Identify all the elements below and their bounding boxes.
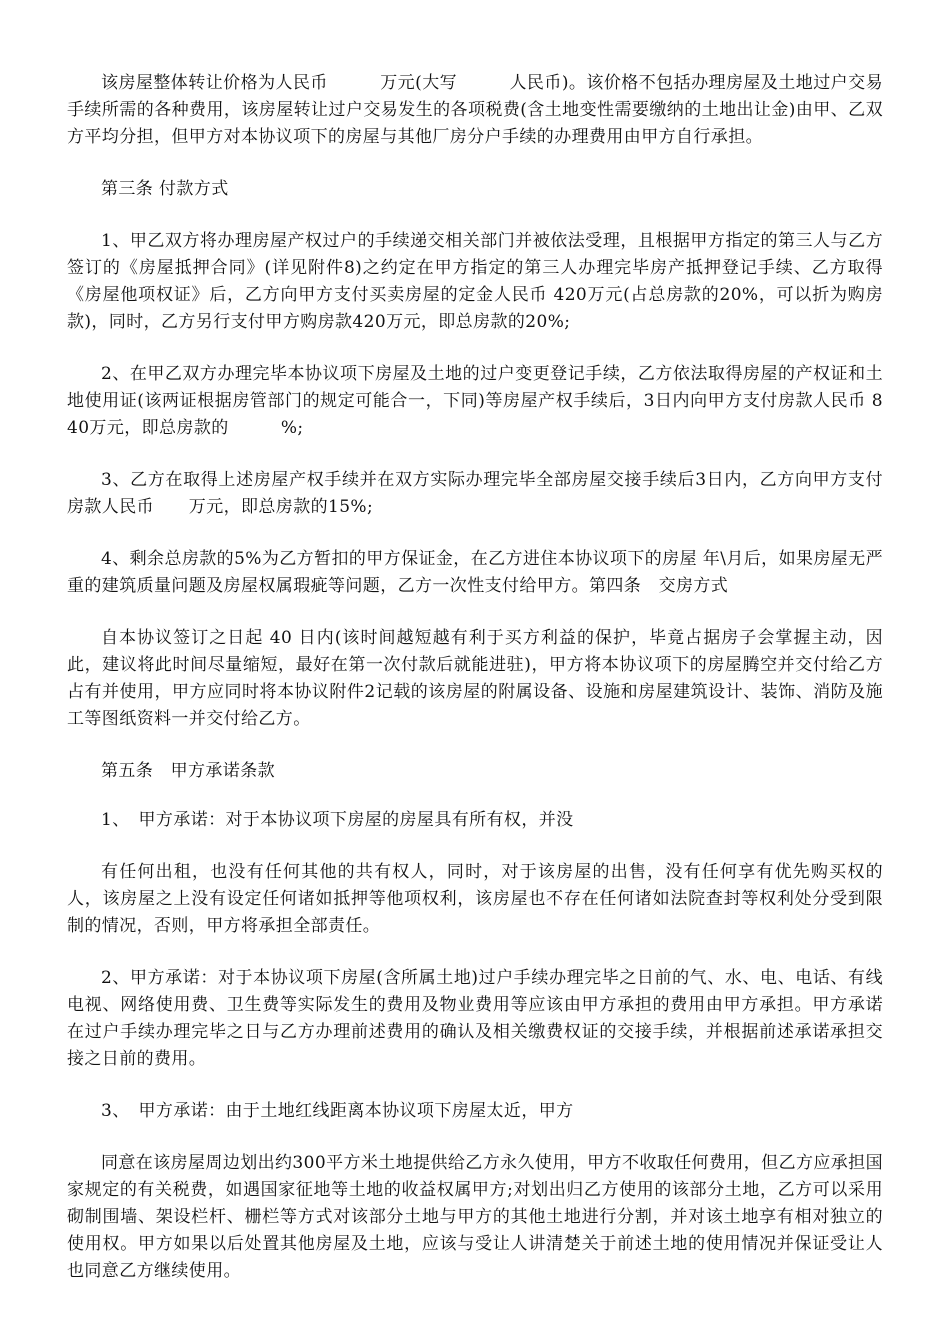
paragraph-promise-1-cont: 有任何出租，也没有任何其他的共有权人，同时，对于该房屋的出售，没有任何享有优先购买权的人，该房屋之上没有设定任何诸如抵押等他项权利，该房屋也不存在任何诸如法院查封等权利处分受到限制的情况，否则，甲方将承担全部责任。 (67, 862, 883, 936)
paragraph-payment-3: 3、乙方在取得上述房屋产权手续并在双方实际办理完毕全部房屋交接手续后3日内，乙方向甲方支付房款人民币 万元，即总房款的15%; (67, 470, 883, 517)
paragraph-promise-3-cont: 同意在该房屋周边划出约300平方米土地提供给乙方永久使用，甲方不收取任何费用，但乙方应承担国家规定的有关税费，如遇国家征地等土地的收益权属甲方;对划出归乙方使用的该部分土地，乙方可以采用砌制围墙、架设栏杆、栅栏等方式对该部分土地与甲方的其他土地进行分割，并对该土地享有相对独立的使用权。甲方如果以后处置其他房屋及土地，应该与受让人讲清楚关于前述土地的使用情况并保证受让人也同意乙方继续使用。 (67, 1153, 883, 1281)
paragraph-handover: 自本协议签订之日起 40 日内(该时间越短越有利于买方利益的保护，毕竟占据房子会掌握主动，因此，建议将此时间尽量缩短，最好在第一次付款后就能进驻)，甲方将本协议项下的房屋腾空并交付给乙方占有并使用，甲方应同时将本协议附件2记载的该房屋的附属设备、设施和房屋建筑设计、装饰、消防及施工等图纸资料一并交付给乙方。 (67, 628, 883, 729)
paragraph-promise-1-start: 1、 甲方承诺：对于本协议项下房屋的房屋具有所有权，并没 (101, 810, 574, 830)
paragraph-payment-4: 4、剩余总房款的5%为乙方暂扣的甲方保证金，在乙方进住本协议项下的房屋 年\月后，如果房屋无严重的建筑质量问题及房屋权属瑕疵等问题，乙方一次性支付给甲方。第四条 交房方式 (67, 549, 883, 596)
paragraph-payment-2: 2、在甲乙双方办理完毕本协议项下房屋及土地的过户变更登记手续，乙方依法取得房屋的产权证和土地使用证(该两证根据房管部门的规定可能合一，下同)等房屋产权手续后，3日内向甲方支付房款人民币 840万元，即总房款的 %; (67, 364, 883, 438)
paragraph-price: 该房屋整体转让价格为人民币 万元(大写 人民币)。该价格不包括办理房屋及土地过户交易手续所需的各种费用，该房屋转让过户交易发生的各项税费(含土地变性需要缴纳的土地出让金)由甲、乙双方平均分担，但甲方对本协议项下的房屋与其他厂房分户手续的办理费用由甲方自行承担。 (67, 73, 883, 147)
heading-article-5: 第五条 甲方承诺条款 (101, 761, 275, 781)
heading-article-3: 第三条 付款方式 (101, 179, 229, 199)
paragraph-promise-3-start: 3、 甲方承诺：由于土地红线距离本协议项下房屋太近，甲方 (101, 1101, 574, 1121)
paragraph-payment-1: 1、甲乙双方将办理房屋产权过户的手续递交相关部门并被依法受理，且根据甲方指定的第三人与乙方签订的《房屋抵押合同》(详见附件8)之约定在甲方指定的第三人办理完毕房产抵押登记手续、乙方取得《房屋他项权证》后，乙方向甲方支付买卖房屋的定金人民币 420万元(占总房款的20%，可以折为购房款)，同时，乙方另行支付甲方购房款420万元，即总房款的20%; (67, 231, 883, 332)
document-body (67, 70, 883, 1285)
paragraph-promise-2: 2、甲方承诺：对于本协议项下房屋(含所属土地)过户手续办理完毕之日前的气、水、电、电话、有线电视、网络使用费、卫生费等实际发生的费用及物业费用等应该由甲方承担的费用由甲方承担。甲方承诺在过户手续办理完毕之日与乙方办理前述费用的确认及相关缴费权证的交接手续，并根据前述承诺承担交接之日前的费用。 (67, 968, 883, 1069)
